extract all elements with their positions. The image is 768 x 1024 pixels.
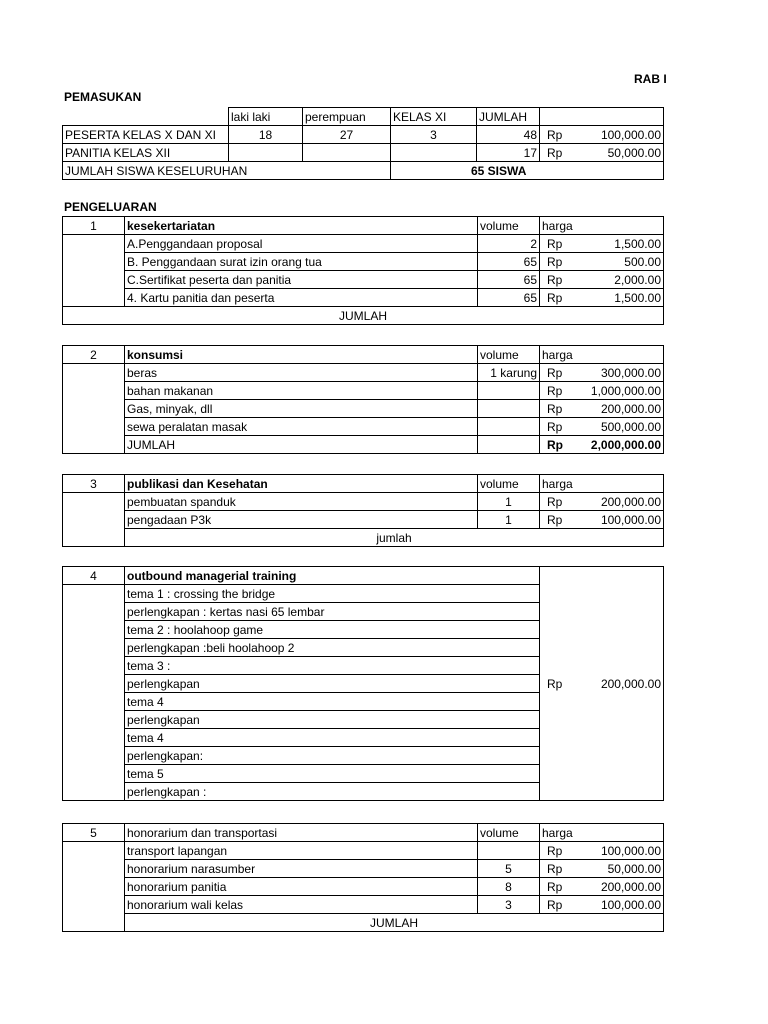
section-title: honorarium dan transportasi: [125, 824, 478, 842]
item-price: [540, 878, 664, 896]
harga-header: harga: [540, 475, 664, 493]
table-row: [63, 271, 664, 289]
rp-label: Rp: [547, 861, 563, 876]
amount: 200,000.00: [600, 494, 661, 509]
item-price: [540, 253, 664, 271]
rp-label: Rp: [547, 236, 563, 251]
section-title: outbound managerial training: [125, 567, 540, 585]
item-volume: 1 karung: [478, 364, 540, 382]
item-label: tema 3 :: [125, 657, 540, 675]
section-price: [540, 567, 664, 801]
rp-label: Rp: [547, 383, 563, 398]
item-label: tema 2 : hoolahoop game: [125, 621, 540, 639]
amount: 100,000.00: [600, 127, 661, 142]
item-price: [540, 235, 664, 253]
item-label: B. Penggandaan surat izin orang tua: [125, 253, 478, 271]
item-volume: [478, 418, 540, 436]
pemasukan-header-row: [63, 108, 664, 126]
amount: 1,000,000.00: [590, 383, 661, 398]
total-row: [63, 914, 664, 932]
total-row: [63, 529, 664, 547]
amount: 500.00: [624, 254, 661, 269]
total-label: jumlah: [125, 529, 664, 547]
item-label: sewa peralatan masak: [125, 418, 478, 436]
volume-header: volume: [478, 824, 540, 842]
section-title: konsumsi: [125, 346, 478, 364]
rp-label: Rp: [547, 145, 563, 160]
item-label: Gas, minyak, dll: [125, 400, 478, 418]
item-price: [540, 364, 664, 382]
amount: 200,000.00: [600, 401, 661, 416]
row-price: [540, 126, 664, 144]
volume-header: volume: [478, 475, 540, 493]
header-laki: laki laki: [229, 108, 303, 126]
item-volume: [478, 842, 540, 860]
rp-label: Rp: [547, 494, 563, 509]
section-number-blank: [63, 493, 125, 547]
table-row: [63, 896, 664, 914]
total-row: [63, 307, 664, 325]
row-perempuan: 27: [303, 126, 391, 144]
item-label: A.Penggandaan proposal: [125, 235, 478, 253]
table-row: [63, 126, 664, 144]
rp-label: Rp: [547, 272, 563, 287]
table-row: [63, 144, 664, 162]
section-number-blank: [63, 235, 125, 307]
item-label: perlengkapan: [125, 675, 540, 693]
total-row: [63, 162, 664, 180]
pemasukan-table: [62, 107, 664, 180]
item-price: [540, 860, 664, 878]
table-row: [63, 289, 664, 307]
total-volume-blank: [478, 436, 540, 454]
amount: 50,000.00: [607, 861, 661, 876]
rp-label: Rp: [547, 843, 563, 858]
item-volume: 65: [478, 289, 540, 307]
header-jumlah: JUMLAH: [477, 108, 540, 126]
table-row: [63, 253, 664, 271]
amount: 500,000.00: [600, 419, 661, 434]
item-volume: 3: [478, 896, 540, 914]
amount: 2,000.00: [614, 272, 661, 287]
section-1-table: [62, 216, 664, 325]
table-row: [63, 382, 664, 400]
table-row: [63, 418, 664, 436]
amount: 200,000.00: [600, 879, 661, 894]
total-label: JUMLAH: [125, 436, 478, 454]
item-label: honorarium wali kelas: [125, 896, 478, 914]
item-label: perlengkapan: [125, 711, 540, 729]
section-number: 2: [63, 346, 125, 364]
rp-label: Rp: [547, 512, 563, 527]
section-number-blank: [63, 364, 125, 454]
section-title: publikasi dan Kesehatan: [125, 475, 478, 493]
item-price: [540, 382, 664, 400]
rp-label: Rp: [547, 897, 563, 912]
item-volume: [478, 400, 540, 418]
item-label: beras: [125, 364, 478, 382]
rp-label: Rp: [547, 127, 563, 142]
table-row: [63, 400, 664, 418]
pengeluaran-heading: PENGELUARAN: [64, 200, 157, 214]
row-jumlah: 17: [477, 144, 540, 162]
row-kelas-xi: [391, 144, 477, 162]
item-label: perlengkapan :: [125, 783, 540, 801]
item-volume: 65: [478, 271, 540, 289]
item-label: pembuatan spanduk: [125, 493, 478, 511]
amount: 50,000.00: [607, 145, 661, 160]
item-price: [540, 400, 664, 418]
item-label: tema 4: [125, 729, 540, 747]
amount: 1,500.00: [614, 290, 661, 305]
item-label: pengadaan P3k: [125, 511, 478, 529]
section-4-table: [62, 566, 664, 801]
amount: 100,000.00: [600, 512, 661, 527]
table-row: [63, 842, 664, 860]
table-row: [63, 511, 664, 529]
total-row: [63, 436, 664, 454]
item-label: tema 4: [125, 693, 540, 711]
item-label: honorarium narasumber: [125, 860, 478, 878]
item-volume: 2: [478, 235, 540, 253]
item-label: tema 1 : crossing the bridge: [125, 585, 540, 603]
table-row: [63, 878, 664, 896]
item-price: [540, 271, 664, 289]
header-amount-blank: [540, 108, 664, 126]
row-perempuan: [303, 144, 391, 162]
harga-header: harga: [540, 824, 664, 842]
section-number: 4: [63, 567, 125, 585]
item-volume: 1: [478, 493, 540, 511]
table-row: [63, 493, 664, 511]
row-jumlah: 48: [477, 126, 540, 144]
volume-header: volume: [478, 346, 540, 364]
item-price: [540, 289, 664, 307]
table-row: [63, 364, 664, 382]
amount: 1,500.00: [614, 236, 661, 251]
section-number-blank: [63, 585, 125, 801]
item-price: [540, 418, 664, 436]
section-3-table: [62, 474, 664, 547]
table-row: [63, 860, 664, 878]
header-perempuan: perempuan: [303, 108, 391, 126]
section-number: 1: [63, 217, 125, 235]
item-volume: 8: [478, 878, 540, 896]
item-price: [540, 842, 664, 860]
row-price: [540, 144, 664, 162]
pemasukan-header-blank: [63, 108, 229, 126]
section-header-row: [63, 217, 664, 235]
row-kelas-xi: 3: [391, 126, 477, 144]
item-label: bahan makanan: [125, 382, 478, 400]
harga-header: harga: [540, 346, 664, 364]
item-label: transport lapangan: [125, 842, 478, 860]
rp-label: Rp: [547, 879, 563, 894]
item-label: C.Sertifikat peserta dan panitia: [125, 271, 478, 289]
pemasukan-heading: PEMASUKAN: [64, 90, 142, 104]
rp-label: Rp: [547, 254, 563, 269]
total-label: JUMLAH: [63, 307, 664, 325]
section-number-blank: [63, 842, 125, 932]
rp-label: Rp: [547, 419, 563, 434]
section-5-table: [62, 823, 664, 932]
section-2-table: [62, 345, 664, 454]
volume-header: volume: [478, 217, 540, 235]
item-label: perlengkapan : kertas nasi 65 lembar: [125, 603, 540, 621]
rp-label: Rp: [547, 676, 563, 691]
amount: 200,000.00: [600, 676, 661, 691]
rp-label: Rp: [547, 437, 563, 452]
amount: 100,000.00: [600, 897, 661, 912]
total-amount: 2,000,000.00: [590, 437, 661, 452]
item-label: 4. Kartu panitia dan peserta: [125, 289, 478, 307]
item-label: honorarium panitia: [125, 878, 478, 896]
item-price: [540, 493, 664, 511]
item-price: [540, 896, 664, 914]
section-title: kesekertariatan: [125, 217, 478, 235]
item-volume: 65: [478, 253, 540, 271]
total-label: JUMLAH SISWA KESELURUHAN: [63, 162, 391, 180]
item-label: tema 5: [125, 765, 540, 783]
rp-label: Rp: [547, 290, 563, 305]
row-laki: [229, 144, 303, 162]
document-title: RAB I: [634, 72, 667, 86]
total-price: [540, 436, 664, 454]
row-laki: 18: [229, 126, 303, 144]
total-value: 65 SISWA: [391, 162, 664, 180]
amount: 300,000.00: [600, 365, 661, 380]
item-volume: 5: [478, 860, 540, 878]
rp-label: Rp: [547, 401, 563, 416]
header-kelas-xi: KELAS XI: [391, 108, 477, 126]
section-number: 3: [63, 475, 125, 493]
row-label: PESERTA KELAS X DAN XI: [63, 126, 229, 144]
section-header-row: [63, 567, 664, 585]
item-label: perlengkapan:: [125, 747, 540, 765]
item-volume: [478, 382, 540, 400]
total-label: JUMLAH: [125, 914, 664, 932]
rp-label: Rp: [547, 365, 563, 380]
section-header-row: [63, 824, 664, 842]
section-header-row: [63, 346, 664, 364]
item-price: [540, 511, 664, 529]
section-header-row: [63, 475, 664, 493]
section-number: 5: [63, 824, 125, 842]
item-volume: 1: [478, 511, 540, 529]
item-label: perlengkapan :beli hoolahoop 2: [125, 639, 540, 657]
harga-header: harga: [540, 217, 664, 235]
table-row: [63, 235, 664, 253]
row-label: PANITIA KELAS XII: [63, 144, 229, 162]
amount: 100,000.00: [600, 843, 661, 858]
